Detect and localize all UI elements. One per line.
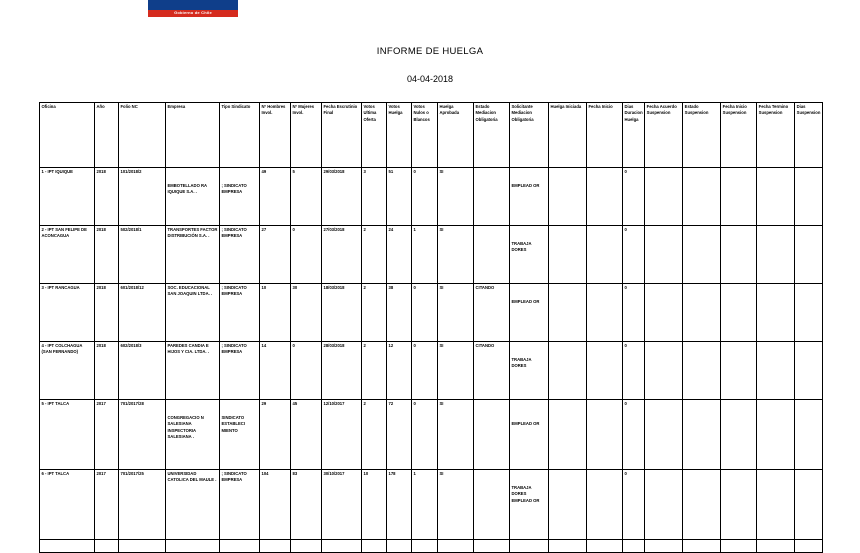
- cell-fecha-acuerdo: [645, 226, 683, 284]
- cell-empty: [95, 540, 119, 553]
- cell-solicitante: EMPLEAD OR: [510, 400, 549, 470]
- cell-tipo-sindicato: ; SINDICATO EMPRESA: [220, 168, 260, 226]
- column-header: Votos Ultima Oferta: [362, 103, 387, 168]
- column-header: Huelga Iniciada: [549, 103, 587, 168]
- cell-votos-huelga: 38: [387, 284, 412, 342]
- cell-estado-suspension: [683, 400, 721, 470]
- cell-estado-mediacion: [474, 470, 510, 540]
- cell-oficina: 2 - IPT SAN FELIPE DE ACONCAGUA: [40, 226, 95, 284]
- cell-empty: [795, 540, 823, 553]
- table-row-partial: [40, 540, 823, 553]
- cell-tipo-sindicato: SINDICATO ESTABLECI MIENTO: [220, 400, 260, 470]
- cell-oficina: 6 - IPT TALCA: [40, 470, 95, 540]
- cell-ano: 2017: [95, 470, 119, 540]
- column-header: Nº Mujeres Invol.: [291, 103, 322, 168]
- cell-mujeres: 5: [291, 168, 322, 226]
- column-header: Fecha Inicio Suspension: [721, 103, 757, 168]
- cell-empty: [645, 540, 683, 553]
- cell-fecha-escrutinio: 29/03/2018: [322, 168, 362, 226]
- table-header-row: [40, 103, 823, 168]
- cell-empresa: TRANSPORTES FACTOR DISTRIBUCIÓN S.A. .: [166, 226, 220, 284]
- cell-termino-suspension: [757, 284, 795, 342]
- column-header: Huelga Aprobada: [438, 103, 474, 168]
- column-header: Folio NC: [119, 103, 166, 168]
- cell-votos-nulos: 1: [412, 226, 438, 284]
- cell-dias-duracion: 0: [623, 400, 645, 470]
- cell-ano: 2018: [95, 284, 119, 342]
- cell-votos-oferta: 3: [362, 168, 387, 226]
- cell-oficina: 1 - IPT IQUIQUE: [40, 168, 95, 226]
- cell-termino-suspension: [757, 168, 795, 226]
- cell-mujeres: 30: [291, 284, 322, 342]
- cell-fecha-acuerdo: [645, 400, 683, 470]
- cell-dias-duracion: 0: [623, 226, 645, 284]
- cell-inicio-suspension: [721, 470, 757, 540]
- cell-inicio-suspension: [721, 226, 757, 284]
- cell-inicio-suspension: [721, 168, 757, 226]
- cell-folio: 701/2017/25: [119, 470, 166, 540]
- cell-solicitante: TRABAJA DORES: [510, 226, 549, 284]
- cell-empresa: EMBOTELLADO RA IQUIQUE S.A. .: [166, 168, 220, 226]
- cell-fecha-escrutinio: 18/03/2018: [322, 284, 362, 342]
- cell-ano: 2017: [95, 400, 119, 470]
- column-header: Nº Hombres Invol.: [260, 103, 291, 168]
- cell-fecha-inicio: [587, 168, 623, 226]
- government-logo: [148, 0, 238, 17]
- column-header: Fecha Termino Suspension: [757, 103, 795, 168]
- cell-dias-duracion: 0: [623, 168, 645, 226]
- cell-folio: 601/2018/12: [119, 284, 166, 342]
- column-header: Tipo Sindicato: [220, 103, 260, 168]
- report-date: 04-04-2018: [406, 74, 454, 84]
- cell-empresa: CONGREGACIO N SALESIANA INSPECTORIA SALESIANA .: [166, 400, 220, 470]
- cell-fecha-inicio: [587, 470, 623, 540]
- cell-ano: 2018: [95, 342, 119, 400]
- cell-empty: [260, 540, 291, 553]
- cell-huelga-aprobada: SI: [438, 470, 474, 540]
- cell-empty: [291, 540, 322, 553]
- cell-empty: [757, 540, 795, 553]
- cell-mujeres: 0: [291, 342, 322, 400]
- cell-votos-huelga: 178: [387, 470, 412, 540]
- column-header: Solicitante Mediacion Obligatoria: [510, 103, 549, 168]
- column-header: Dias Suspension: [795, 103, 823, 168]
- cell-solicitante: EMPLEAD OR: [510, 168, 549, 226]
- cell-fecha-escrutinio: 28/03/2018: [322, 342, 362, 400]
- cell-empty: [119, 540, 166, 553]
- column-header: Estado Mediacion Obligatoria: [474, 103, 510, 168]
- cell-empresa: PAREDES CANDIA E HIJOS Y CIA. LTDA. .: [166, 342, 220, 400]
- cell-estado-suspension: [683, 470, 721, 540]
- cell-hombres: 49: [260, 168, 291, 226]
- column-header: Fecha Inicio: [587, 103, 623, 168]
- cell-huelga-iniciada: [549, 342, 587, 400]
- cell-votos-oferta: 2: [362, 400, 387, 470]
- cell-termino-suspension: [757, 400, 795, 470]
- cell-tipo-sindicato: ; SINDICATO EMPRESA: [220, 226, 260, 284]
- cell-votos-huelga: 72: [387, 400, 412, 470]
- table-row: [40, 342, 823, 400]
- cell-inicio-suspension: [721, 400, 757, 470]
- cell-estado-suspension: [683, 168, 721, 226]
- cell-oficina: 3 - IPT RANCAGUA: [40, 284, 95, 342]
- cell-empty: [362, 540, 387, 553]
- column-header: Año: [95, 103, 119, 168]
- table-row: [40, 284, 823, 342]
- cell-mujeres: 0: [291, 226, 322, 284]
- cell-dias-suspension: [795, 284, 823, 342]
- cell-huelga-iniciada: [549, 284, 587, 342]
- cell-empty: [623, 540, 645, 553]
- cell-fecha-escrutinio: 30/10/2017: [322, 470, 362, 540]
- cell-estado-suspension: [683, 342, 721, 400]
- cell-hombres: 14: [260, 342, 291, 400]
- column-header: Estado Suspension: [683, 103, 721, 168]
- cell-empresa: UNIVERSIDAD CATOLICA DEL MAULE .: [166, 470, 220, 540]
- cell-fecha-acuerdo: [645, 168, 683, 226]
- cell-huelga-aprobada: SI: [438, 400, 474, 470]
- cell-fecha-inicio: [587, 226, 623, 284]
- cell-estado-mediacion: CITANDO: [474, 342, 510, 400]
- cell-oficina: 5 - IPT TALCA: [40, 400, 95, 470]
- cell-votos-nulos: 1: [412, 470, 438, 540]
- cell-estado-suspension: [683, 284, 721, 342]
- cell-solicitante: TRABAJA DORES EMPLEAD OR: [510, 470, 549, 540]
- cell-oficina: 4 - IPT COLCHAGUA (SAN FERNANDO): [40, 342, 95, 400]
- cell-tipo-sindicato: ; SINDICATO EMPRESA: [220, 284, 260, 342]
- cell-tipo-sindicato: ; SINDICATO EMPRESA: [220, 342, 260, 400]
- cell-fecha-escrutinio: 27/03/2018: [322, 226, 362, 284]
- table-row: [40, 470, 823, 540]
- cell-fecha-inicio: [587, 400, 623, 470]
- cell-votos-oferta: 2: [362, 226, 387, 284]
- cell-votos-oferta: 10: [362, 470, 387, 540]
- cell-empty: [683, 540, 721, 553]
- cell-mujeres: 45: [291, 400, 322, 470]
- cell-dias-suspension: [795, 168, 823, 226]
- cell-votos-huelga: 12: [387, 342, 412, 400]
- cell-termino-suspension: [757, 470, 795, 540]
- cell-fecha-inicio: [587, 342, 623, 400]
- cell-ano: 2018: [95, 226, 119, 284]
- cell-empty: [220, 540, 260, 553]
- cell-empty: [322, 540, 362, 553]
- cell-empty: [474, 540, 510, 553]
- cell-folio: 602/2018/3: [119, 342, 166, 400]
- cell-dias-duracion: 0: [623, 470, 645, 540]
- cell-hombres: 10: [260, 284, 291, 342]
- column-header: Empresa: [166, 103, 220, 168]
- cell-empty: [549, 540, 587, 553]
- cell-huelga-iniciada: [549, 226, 587, 284]
- cell-empty: [510, 540, 549, 553]
- table-row: [40, 400, 823, 470]
- cell-estado-mediacion: [474, 226, 510, 284]
- cell-huelga-iniciada: [549, 470, 587, 540]
- cell-fecha-acuerdo: [645, 284, 683, 342]
- cell-folio: 502/2018/1: [119, 226, 166, 284]
- cell-empty: [412, 540, 438, 553]
- cell-huelga-aprobada: SI: [438, 342, 474, 400]
- cell-votos-huelga: 24: [387, 226, 412, 284]
- cell-empty: [166, 540, 220, 553]
- cell-hombres: 29: [260, 400, 291, 470]
- cell-dias-suspension: [795, 470, 823, 540]
- cell-fecha-acuerdo: [645, 342, 683, 400]
- report-title: INFORME DE HUELGA: [376, 46, 484, 57]
- column-header: Votos Nulos o Blancos: [412, 103, 438, 168]
- cell-votos-huelga: 51: [387, 168, 412, 226]
- column-header: Fecha Acuerdo Suspension: [645, 103, 683, 168]
- cell-huelga-aprobada: SI: [438, 226, 474, 284]
- cell-folio: 101/2018/2: [119, 168, 166, 226]
- cell-dias-suspension: [795, 226, 823, 284]
- cell-votos-nulos: 0: [412, 342, 438, 400]
- table-row: [40, 226, 823, 284]
- cell-inicio-suspension: [721, 342, 757, 400]
- cell-hombres: 104: [260, 470, 291, 540]
- cell-votos-nulos: 0: [412, 284, 438, 342]
- cell-estado-mediacion: [474, 400, 510, 470]
- cell-fecha-escrutinio: 12/10/2017: [322, 400, 362, 470]
- strike-report-table: [39, 102, 823, 553]
- cell-empty: [438, 540, 474, 553]
- cell-empty: [40, 540, 95, 553]
- cell-dias-suspension: [795, 400, 823, 470]
- cell-dias-duracion: 0: [623, 342, 645, 400]
- cell-huelga-iniciada: [549, 400, 587, 470]
- cell-mujeres: 83: [291, 470, 322, 540]
- cell-ano: 2018: [95, 168, 119, 226]
- column-header: Dias Duracion Huelga: [623, 103, 645, 168]
- cell-termino-suspension: [757, 342, 795, 400]
- cell-dias-duracion: 0: [623, 284, 645, 342]
- cell-empty: [721, 540, 757, 553]
- cell-inicio-suspension: [721, 284, 757, 342]
- cell-hombres: 27: [260, 226, 291, 284]
- cell-solicitante: EMPLEAD OR: [510, 284, 549, 342]
- cell-empresa: SOC. EDUCACIONAL SAN JOAQUIN LTDA. .: [166, 284, 220, 342]
- cell-huelga-iniciada: [549, 168, 587, 226]
- cell-estado-mediacion: [474, 168, 510, 226]
- cell-empty: [587, 540, 623, 553]
- cell-empty: [387, 540, 412, 553]
- cell-fecha-inicio: [587, 284, 623, 342]
- column-header: Votos Huelga: [387, 103, 412, 168]
- cell-termino-suspension: [757, 226, 795, 284]
- table-row: [40, 168, 823, 226]
- cell-estado-mediacion: CITANDO: [474, 284, 510, 342]
- cell-tipo-sindicato: ; SINDICATO EMPRESA: [220, 470, 260, 540]
- cell-votos-oferta: 2: [362, 284, 387, 342]
- column-header: Fecha Escrutinio Final: [322, 103, 362, 168]
- logo-text: Gobierno de Chile: [174, 10, 212, 15]
- cell-folio: 701/2017/28: [119, 400, 166, 470]
- cell-votos-nulos: 0: [412, 400, 438, 470]
- cell-solicitante: TRABAJA DORES: [510, 342, 549, 400]
- cell-votos-nulos: 0: [412, 168, 438, 226]
- cell-votos-oferta: 2: [362, 342, 387, 400]
- cell-estado-suspension: [683, 226, 721, 284]
- cell-huelga-aprobada: SI: [438, 168, 474, 226]
- cell-huelga-aprobada: SI: [438, 284, 474, 342]
- cell-fecha-acuerdo: [645, 470, 683, 540]
- cell-dias-suspension: [795, 342, 823, 400]
- column-header: Oficina: [40, 103, 95, 168]
